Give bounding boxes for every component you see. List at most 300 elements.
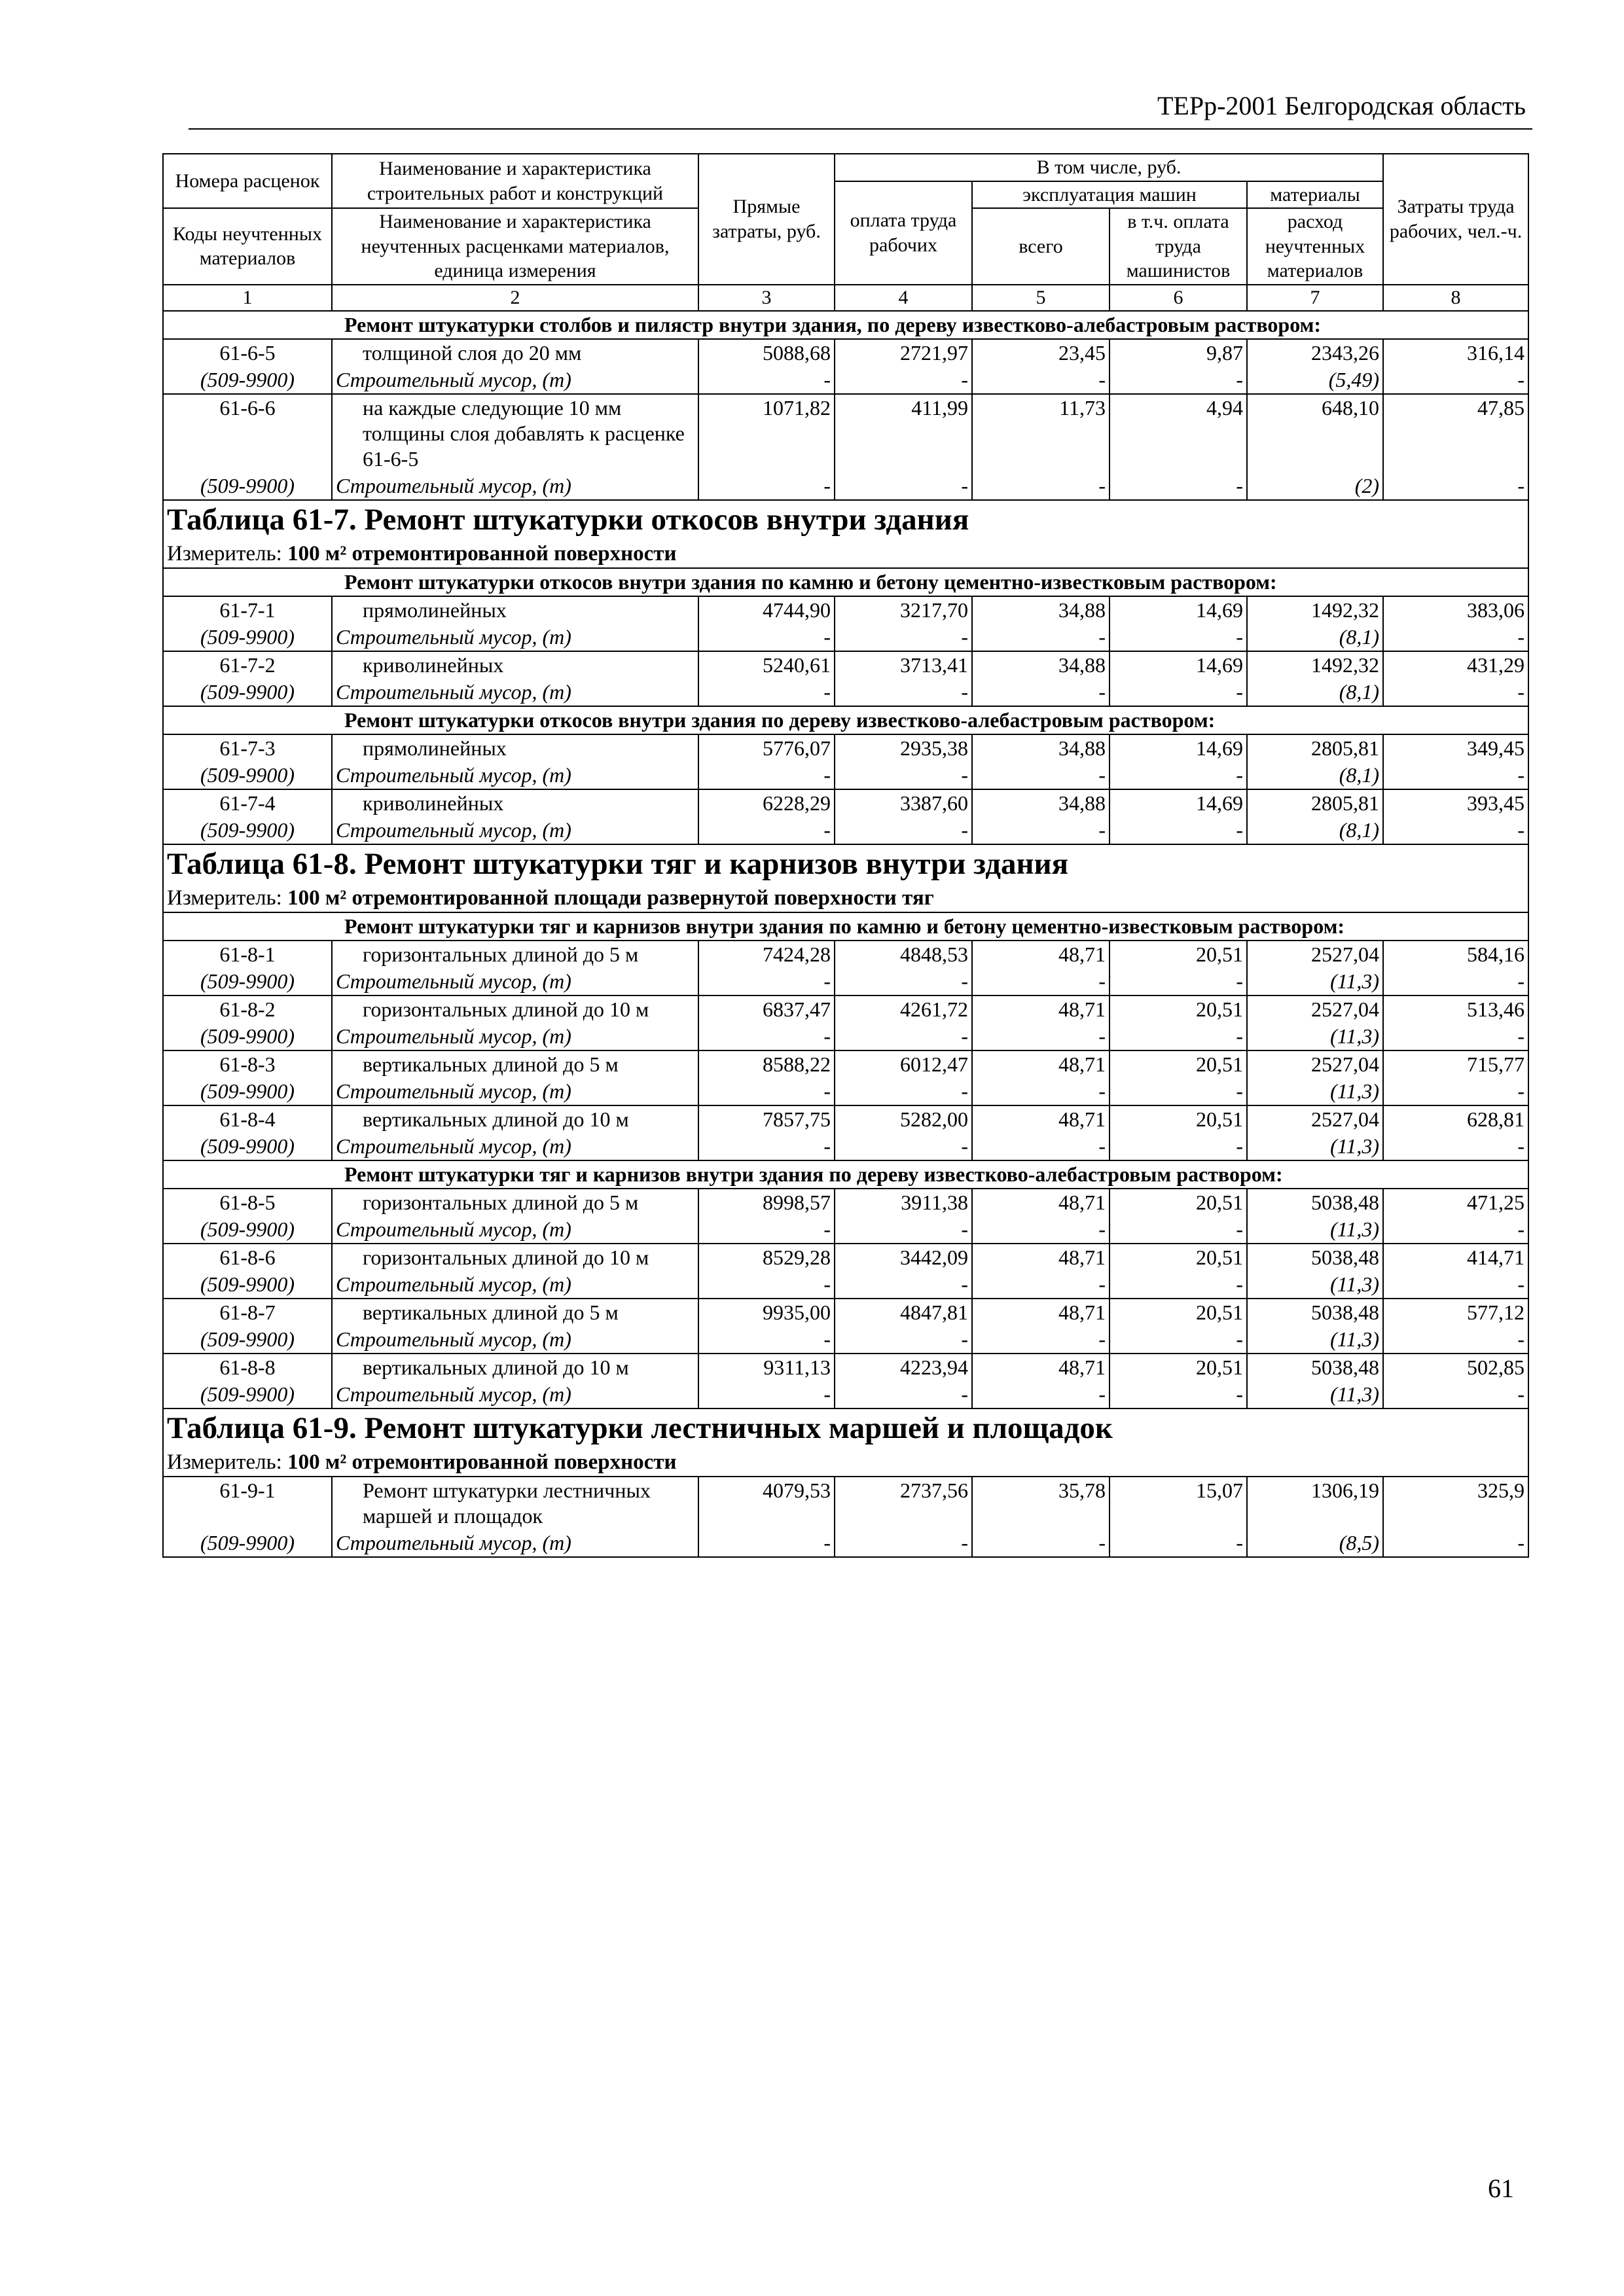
rate-value: 502,85: [1383, 1354, 1528, 1381]
rate-value: 3713,41: [835, 651, 972, 679]
material-value: (2): [1247, 473, 1383, 500]
rate-row: [163, 651, 1528, 679]
rate-name: прямолинейных: [332, 734, 698, 762]
rate-value: 2527,04: [1247, 996, 1383, 1023]
material-value: -: [698, 624, 835, 651]
rates-table: [162, 153, 1529, 1558]
material-value: -: [835, 762, 972, 789]
rate-value: 48,71: [972, 1244, 1110, 1271]
material-name: Строительный мусор, (т): [332, 1271, 698, 1299]
material-value: -: [835, 1381, 972, 1408]
rate-name: криволинейных: [332, 651, 698, 679]
material-code: (509-9900): [163, 367, 332, 394]
rate-row: [163, 1354, 1528, 1381]
rate-value: 48,71: [972, 1189, 1110, 1216]
col-index: 6: [1110, 285, 1247, 312]
material-value: -: [972, 367, 1110, 394]
rate-value: 2343,26: [1247, 339, 1383, 367]
rate-value: 1492,32: [1247, 651, 1383, 679]
material-value: (11,3): [1247, 1271, 1383, 1299]
rate-value: 513,46: [1383, 996, 1528, 1023]
material-value: -: [1110, 1216, 1247, 1244]
col-index: 8: [1383, 285, 1528, 312]
rate-name: толщиной слоя до 20 мм: [332, 339, 698, 367]
rate-value: 48,71: [972, 1050, 1110, 1078]
material-value: -: [1383, 762, 1528, 789]
measure-unit: [163, 884, 1528, 912]
material-name: Строительный мусор, (т): [332, 762, 698, 789]
rate-value: 431,29: [1383, 651, 1528, 679]
material-value: -: [972, 1271, 1110, 1299]
material-value: -: [835, 367, 972, 394]
rate-code: 61-9-1: [163, 1477, 332, 1530]
rate-value: 3442,09: [835, 1244, 972, 1271]
rate-row: [163, 1477, 1528, 1530]
rate-value: 2805,81: [1247, 734, 1383, 762]
material-row: [163, 1078, 1528, 1105]
material-value: (11,3): [1247, 968, 1383, 996]
material-value: -: [972, 1133, 1110, 1160]
measure-label: Измеритель:: [167, 886, 288, 910]
rate-value: 4223,94: [835, 1354, 972, 1381]
col-direct-costs-header: Прямые затраты, руб.: [698, 154, 835, 285]
rate-value: 4079,53: [698, 1477, 835, 1530]
rate-row: [163, 941, 1528, 968]
rate-value: 20,51: [1110, 1050, 1247, 1078]
rate-value: 35,78: [972, 1477, 1110, 1530]
rate-value: 316,14: [1383, 339, 1528, 367]
measure-unit: [163, 1448, 1528, 1477]
rate-value: 5240,61: [698, 651, 835, 679]
material-value: -: [1110, 1326, 1247, 1354]
col-index: 2: [332, 285, 698, 312]
table-title: Таблица 61-7. Ремонт штукатурки откосов внутри здания: [163, 500, 1528, 539]
rate-value: 7424,28: [698, 941, 835, 968]
material-value: -: [1110, 624, 1247, 651]
rate-value: 2527,04: [1247, 1105, 1383, 1133]
section-heading: Ремонт штукатурки тяг и карнизов внутри здания по камню и бетону цементно-известковым раствором:: [163, 912, 1528, 941]
rate-value: 11,73: [972, 394, 1110, 473]
rate-row: [163, 394, 1528, 473]
material-value: -: [1383, 473, 1528, 500]
rate-value: 48,71: [972, 996, 1110, 1023]
rate-value: 7857,75: [698, 1105, 835, 1133]
col-machines-total-header: всего: [972, 208, 1110, 285]
rate-row: [163, 1189, 1528, 1216]
material-value: (11,3): [1247, 1133, 1383, 1160]
rate-value: 34,88: [972, 789, 1110, 817]
material-value: -: [972, 1216, 1110, 1244]
material-value: -: [972, 968, 1110, 996]
material-row: [163, 679, 1528, 706]
rate-value: 628,81: [1383, 1105, 1528, 1133]
col-material-names-header: Наименование и характеристика неучтенных расценками материалов, единица измерения: [332, 208, 698, 285]
material-value: -: [1383, 1271, 1528, 1299]
material-value: (11,3): [1247, 1078, 1383, 1105]
material-value: -: [835, 1216, 972, 1244]
col-material-codes-header: Коды неучтенных материалов: [163, 208, 332, 285]
material-name: Строительный мусор, (т): [332, 1023, 698, 1050]
rate-value: 577,12: [1383, 1299, 1528, 1326]
material-value: -: [1110, 367, 1247, 394]
material-value: -: [835, 817, 972, 844]
measure-value: 100 м² отремонтированной поверхности: [287, 1450, 677, 1474]
rate-value: 2721,97: [835, 339, 972, 367]
rate-value: 5282,00: [835, 1105, 972, 1133]
rate-row: [163, 789, 1528, 817]
rate-value: 20,51: [1110, 1105, 1247, 1133]
material-value: -: [1383, 624, 1528, 651]
material-code: (509-9900): [163, 1381, 332, 1408]
col-machines-header: эксплуатация машин: [972, 181, 1247, 209]
rate-value: 6228,29: [698, 789, 835, 817]
rate-value: 414,71: [1383, 1244, 1528, 1271]
measure-unit: [163, 540, 1528, 568]
rate-value: 20,51: [1110, 1354, 1247, 1381]
rate-row: [163, 1244, 1528, 1271]
measure-value: 100 м² отремонтированной поверхности: [287, 541, 677, 565]
col-index: 3: [698, 285, 835, 312]
material-name: Строительный мусор, (т): [332, 624, 698, 651]
material-row: [163, 1133, 1528, 1160]
rate-code: 61-6-5: [163, 339, 332, 367]
material-row: [163, 817, 1528, 844]
material-value: -: [972, 1530, 1110, 1557]
rate-value: 325,9: [1383, 1477, 1528, 1530]
rate-code: 61-8-4: [163, 1105, 332, 1133]
material-name: Строительный мусор, (т): [332, 679, 698, 706]
rate-value: 8998,57: [698, 1189, 835, 1216]
material-name: Строительный мусор, (т): [332, 473, 698, 500]
material-value: -: [1383, 1381, 1528, 1408]
section-heading: Ремонт штукатурки тяг и карнизов внутри здания по дереву известково-алебастровым раствором:: [163, 1160, 1528, 1189]
rate-value: 48,71: [972, 1299, 1110, 1326]
material-value: -: [972, 762, 1110, 789]
material-value: -: [698, 1133, 835, 1160]
material-value: (8,1): [1247, 624, 1383, 651]
rate-value: 5088,68: [698, 339, 835, 367]
material-code: (509-9900): [163, 1530, 332, 1557]
material-value: -: [972, 1326, 1110, 1354]
rate-value: 20,51: [1110, 996, 1247, 1023]
rate-value: 9311,13: [698, 1354, 835, 1381]
rate-value: 2527,04: [1247, 1050, 1383, 1078]
material-row: [163, 473, 1528, 500]
material-value: (8,5): [1247, 1530, 1383, 1557]
rate-code: 61-8-2: [163, 996, 332, 1023]
section-heading: Ремонт штукатурки откосов внутри здания по камню и бетону цементно-известковым раствором:: [163, 568, 1528, 596]
rate-name: вертикальных длиной до 5 м: [332, 1050, 698, 1078]
material-value: -: [1110, 1023, 1247, 1050]
running-header-title: ТЕРр-2001 Белгородская область: [1157, 91, 1526, 120]
rate-row: [163, 996, 1528, 1023]
measure-label: Измеритель:: [167, 541, 288, 565]
rate-row: [163, 596, 1528, 624]
material-value: (11,3): [1247, 1216, 1383, 1244]
rate-value: 6012,47: [835, 1050, 972, 1078]
material-value: -: [835, 1078, 972, 1105]
rate-name: вертикальных длиной до 5 м: [332, 1299, 698, 1326]
rate-name: вертикальных длиной до 10 м: [332, 1105, 698, 1133]
rate-value: 5038,48: [1247, 1244, 1383, 1271]
material-code: (509-9900): [163, 624, 332, 651]
rate-code: 61-7-3: [163, 734, 332, 762]
material-name: Строительный мусор, (т): [332, 1530, 698, 1557]
rate-value: 48,71: [972, 941, 1110, 968]
rate-value: 393,45: [1383, 789, 1528, 817]
material-value: -: [1110, 817, 1247, 844]
material-value: -: [1110, 1133, 1247, 1160]
material-value: -: [1383, 679, 1528, 706]
table-title: Таблица 61-8. Ремонт штукатурки тяг и карнизов внутри здания: [163, 844, 1528, 884]
material-value: -: [1383, 1530, 1528, 1557]
col-index: 7: [1247, 285, 1383, 312]
material-code: (509-9900): [163, 1216, 332, 1244]
material-code: (509-9900): [163, 679, 332, 706]
material-row: [163, 1381, 1528, 1408]
material-value: -: [1383, 1133, 1528, 1160]
rate-value: 2527,04: [1247, 941, 1383, 968]
material-value: -: [698, 679, 835, 706]
material-row: [163, 624, 1528, 651]
material-value: -: [698, 473, 835, 500]
material-code: (509-9900): [163, 1023, 332, 1050]
rate-code: 61-7-4: [163, 789, 332, 817]
rate-value: 2935,38: [835, 734, 972, 762]
rate-value: 8588,22: [698, 1050, 835, 1078]
rate-value: 4848,53: [835, 941, 972, 968]
col-machinists-wages-header: в т.ч. оплата труда машинистов: [1110, 208, 1247, 285]
rate-row: [163, 339, 1528, 367]
rate-value: 3911,38: [835, 1189, 972, 1216]
rate-value: 1492,32: [1247, 596, 1383, 624]
rate-name: горизонтальных длиной до 5 м: [332, 1189, 698, 1216]
col-work-name-header: Наименование и характеристика строительных работ и конструкций: [332, 154, 698, 208]
material-value: -: [835, 1133, 972, 1160]
material-value: -: [1110, 1271, 1247, 1299]
rate-value: 4,94: [1110, 394, 1247, 473]
rate-value: 34,88: [972, 734, 1110, 762]
material-name: Строительный мусор, (т): [332, 968, 698, 996]
material-value: -: [1383, 1023, 1528, 1050]
rate-value: 383,06: [1383, 596, 1528, 624]
material-value: -: [1110, 473, 1247, 500]
rate-code: 61-7-1: [163, 596, 332, 624]
rate-value: 23,45: [972, 339, 1110, 367]
rate-code: 61-7-2: [163, 651, 332, 679]
material-name: Строительный мусор, (т): [332, 1133, 698, 1160]
section-heading: Ремонт штукатурки откосов внутри здания по дереву известково-алебастровым раствором:: [163, 706, 1528, 734]
material-value: (11,3): [1247, 1023, 1383, 1050]
rate-value: 9,87: [1110, 339, 1247, 367]
material-value: -: [698, 1326, 835, 1354]
rate-value: 584,16: [1383, 941, 1528, 968]
rate-value: 3217,70: [835, 596, 972, 624]
material-value: -: [835, 968, 972, 996]
material-value: -: [835, 1023, 972, 1050]
col-rate-numbers-header: Номера расценок: [163, 154, 332, 208]
material-row: [163, 968, 1528, 996]
material-value: -: [835, 1530, 972, 1557]
material-value: -: [698, 762, 835, 789]
material-name: Строительный мусор, (т): [332, 367, 698, 394]
rate-value: 2805,81: [1247, 789, 1383, 817]
material-value: -: [835, 679, 972, 706]
rate-row: [163, 734, 1528, 762]
material-code: (509-9900): [163, 1271, 332, 1299]
rate-name: вертикальных длиной до 10 м: [332, 1354, 698, 1381]
material-name: Строительный мусор, (т): [332, 1078, 698, 1105]
rate-code: 61-6-6: [163, 394, 332, 473]
material-value: -: [698, 1381, 835, 1408]
rate-value: 14,69: [1110, 651, 1247, 679]
material-value: -: [698, 1078, 835, 1105]
rate-value: 47,85: [1383, 394, 1528, 473]
material-code: (509-9900): [163, 762, 332, 789]
rate-value: 5038,48: [1247, 1354, 1383, 1381]
rate-value: 471,25: [1383, 1189, 1528, 1216]
material-value: -: [698, 1530, 835, 1557]
rate-value: 15,07: [1110, 1477, 1247, 1530]
rate-value: 715,77: [1383, 1050, 1528, 1078]
rate-code: 61-8-6: [163, 1244, 332, 1271]
material-value: (8,1): [1247, 679, 1383, 706]
rate-row: [163, 1050, 1528, 1078]
material-value: -: [1383, 1326, 1528, 1354]
rate-value: 1071,82: [698, 394, 835, 473]
material-row: [163, 1216, 1528, 1244]
material-code: (509-9900): [163, 1078, 332, 1105]
material-value: -: [972, 817, 1110, 844]
rate-name: на каждые следующие 10 мм толщины слоя добавлять к расценке 61-6-5: [332, 394, 698, 473]
rate-value: 20,51: [1110, 1189, 1247, 1216]
material-value: -: [698, 1023, 835, 1050]
rate-value: 34,88: [972, 596, 1110, 624]
material-value: -: [835, 1326, 972, 1354]
rate-value: 20,51: [1110, 1299, 1247, 1326]
material-value: -: [1110, 1530, 1247, 1557]
material-value: (11,3): [1247, 1326, 1383, 1354]
material-row: [163, 762, 1528, 789]
material-value: -: [1383, 1078, 1528, 1105]
rate-value: 4847,81: [835, 1299, 972, 1326]
rate-code: 61-8-5: [163, 1189, 332, 1216]
rate-value: 5776,07: [698, 734, 835, 762]
material-value: -: [1110, 968, 1247, 996]
col-materials-sub-header: расход неучтенных материалов: [1247, 208, 1383, 285]
material-value: -: [1383, 968, 1528, 996]
rate-name: Ремонт штукатурки лестничных маршей и площадок: [332, 1477, 698, 1530]
page-number: 61: [1488, 2174, 1514, 2203]
section-heading: Ремонт штукатурки столбов и пилястр внутри здания, по дереву известково-алебастровым раствором:: [163, 311, 1528, 339]
material-row: [163, 1271, 1528, 1299]
material-code: (509-9900): [163, 1326, 332, 1354]
rate-value: 4744,90: [698, 596, 835, 624]
col-labor-header: Затраты труда рабочих, чел.-ч.: [1383, 154, 1528, 285]
rate-code: 61-8-7: [163, 1299, 332, 1326]
material-value: (8,1): [1247, 817, 1383, 844]
rate-value: 3387,60: [835, 789, 972, 817]
material-value: -: [835, 473, 972, 500]
column-index-row: [163, 285, 1528, 312]
rate-row: [163, 1299, 1528, 1326]
material-value: -: [1383, 367, 1528, 394]
rate-value: 4261,72: [835, 996, 972, 1023]
material-row: [163, 1023, 1528, 1050]
material-name: Строительный мусор, (т): [332, 1326, 698, 1354]
rate-name: горизонтальных длиной до 10 м: [332, 996, 698, 1023]
rate-row: [163, 1105, 1528, 1133]
header-rule: [189, 128, 1532, 130]
rate-value: 9935,00: [698, 1299, 835, 1326]
rate-name: прямолинейных: [332, 596, 698, 624]
material-value: -: [1110, 1078, 1247, 1105]
rate-code: 61-8-8: [163, 1354, 332, 1381]
material-value: -: [698, 1216, 835, 1244]
material-value: -: [1383, 1216, 1528, 1244]
material-value: -: [972, 624, 1110, 651]
rate-value: 2737,56: [835, 1477, 972, 1530]
rate-value: 14,69: [1110, 596, 1247, 624]
col-index: 1: [163, 285, 332, 312]
material-value: -: [972, 1023, 1110, 1050]
material-value: -: [972, 1381, 1110, 1408]
col-wages-header: оплата труда рабочих: [835, 181, 972, 285]
material-value: -: [698, 817, 835, 844]
rate-value: 6837,47: [698, 996, 835, 1023]
col-incl-header: В том числе, руб.: [835, 154, 1383, 181]
rate-value: 48,71: [972, 1354, 1110, 1381]
rate-code: 61-8-1: [163, 941, 332, 968]
rate-value: 20,51: [1110, 941, 1247, 968]
material-value: -: [1383, 817, 1528, 844]
rate-value: 411,99: [835, 394, 972, 473]
rate-value: 20,51: [1110, 1244, 1247, 1271]
rate-code: 61-8-3: [163, 1050, 332, 1078]
material-value: -: [972, 679, 1110, 706]
material-value: (11,3): [1247, 1381, 1383, 1408]
rate-value: 34,88: [972, 651, 1110, 679]
rate-name: криволинейных: [332, 789, 698, 817]
material-value: -: [698, 968, 835, 996]
material-value: -: [835, 1271, 972, 1299]
material-value: -: [698, 1271, 835, 1299]
material-value: -: [1110, 762, 1247, 789]
rate-value: 349,45: [1383, 734, 1528, 762]
col-index: 5: [972, 285, 1110, 312]
rate-value: 14,69: [1110, 789, 1247, 817]
material-code: (509-9900): [163, 817, 332, 844]
material-row: [163, 367, 1528, 394]
material-name: Строительный мусор, (т): [332, 1381, 698, 1408]
material-value: -: [972, 1078, 1110, 1105]
rate-value: 1306,19: [1247, 1477, 1383, 1530]
measure-value: 100 м² отремонтированной площади развернутой поверхности тяг: [287, 886, 934, 910]
rate-name: горизонтальных длиной до 10 м: [332, 1244, 698, 1271]
material-value: -: [1110, 679, 1247, 706]
material-value: -: [972, 473, 1110, 500]
material-name: Строительный мусор, (т): [332, 817, 698, 844]
material-code: (509-9900): [163, 473, 332, 500]
rate-name: горизонтальных длиной до 5 м: [332, 941, 698, 968]
rate-value: 648,10: [1247, 394, 1383, 473]
material-row: [163, 1326, 1528, 1354]
material-code: (509-9900): [163, 1133, 332, 1160]
material-value: (5,49): [1247, 367, 1383, 394]
material-value: (8,1): [1247, 762, 1383, 789]
material-value: -: [1110, 1381, 1247, 1408]
rate-value: 14,69: [1110, 734, 1247, 762]
